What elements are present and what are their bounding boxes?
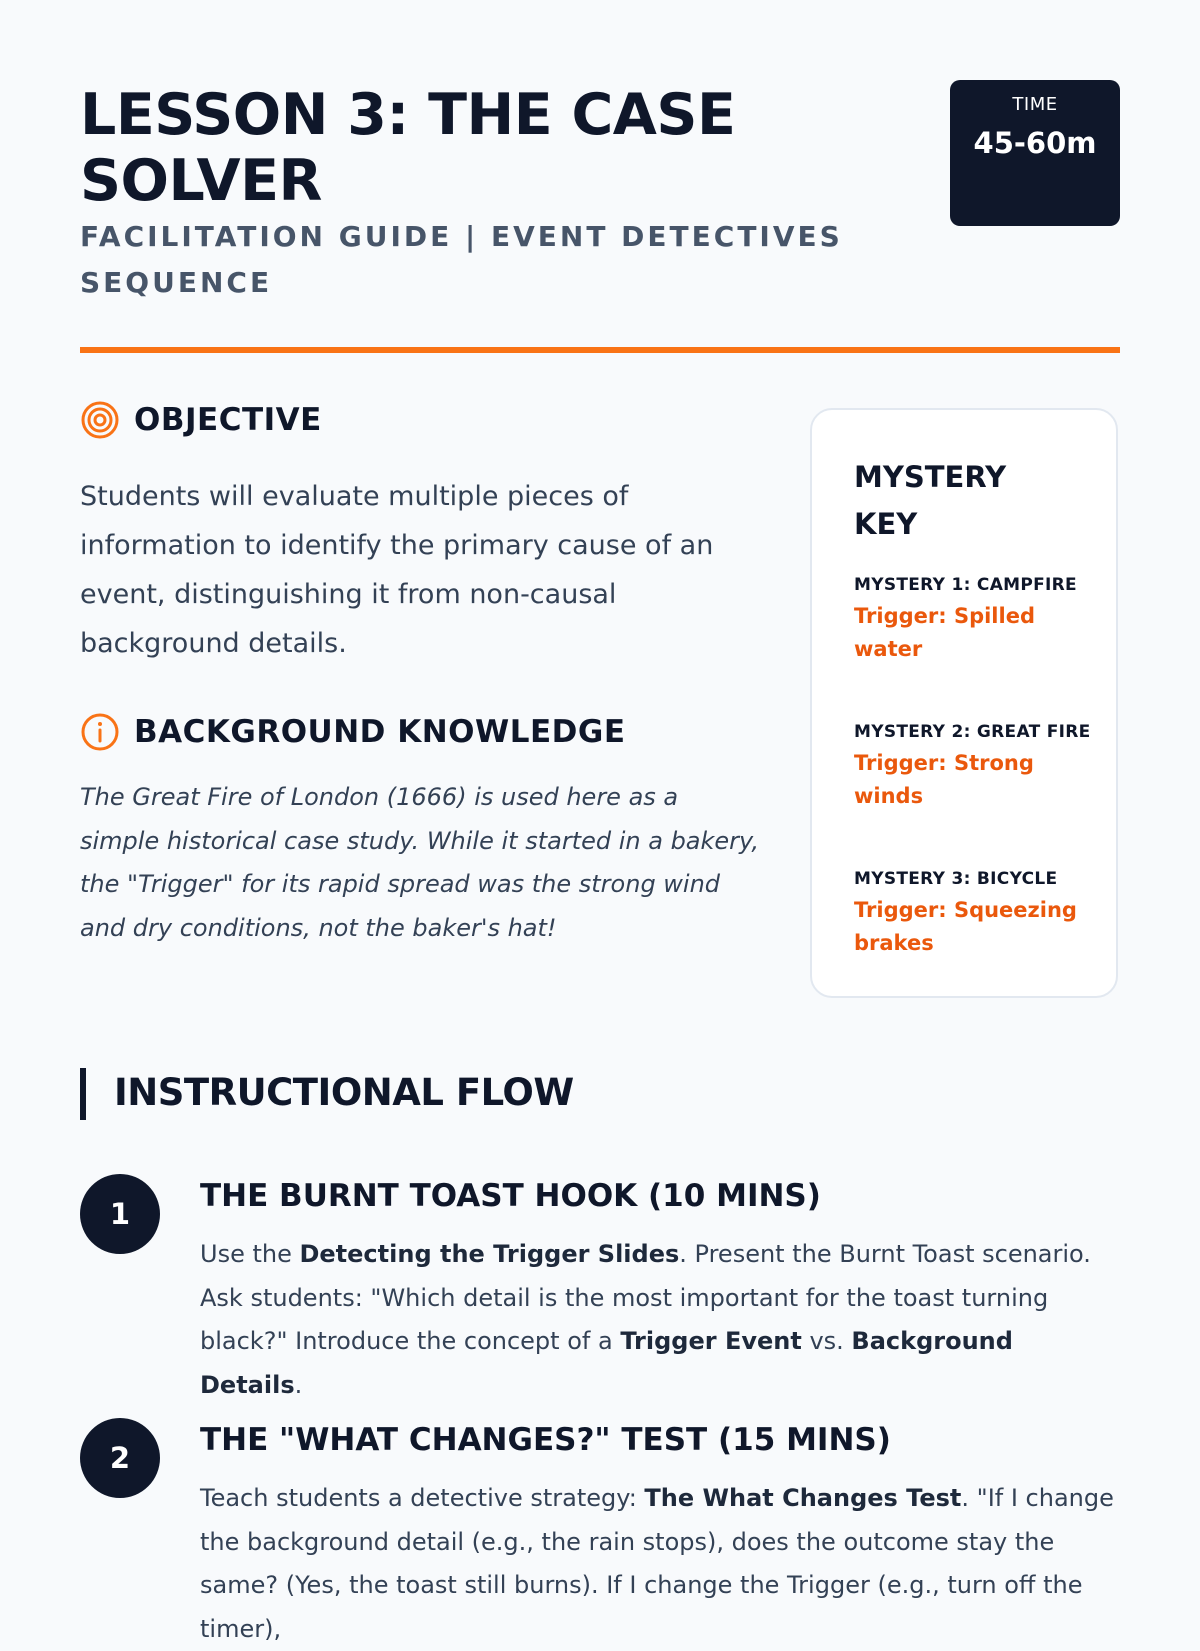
step-title: THE "WHAT CHANGES?" TEST (15 MINS) (200, 1422, 891, 1458)
time-badge (950, 80, 1120, 226)
mystery-item (854, 719, 1094, 813)
step-text-segment: vs. (801, 1327, 852, 1355)
background-heading-row (80, 712, 626, 752)
background-text: The Great Fire of London (1666) is used here as a simple historical case study. While it started in a bakery, the "Trigger" for its rapid spread was the strong wind and dry conditions, not the baker's hat! (80, 783, 760, 942)
background-heading: BACKGROUND KNOWLEDGE (134, 714, 626, 750)
mystery-trigger: Trigger: Spilled water (854, 604, 1035, 661)
step-bold-segment: Trigger Event (620, 1327, 802, 1355)
mystery-item (854, 866, 1094, 960)
mystery-key-title: MYSTERY KEY (854, 460, 1007, 541)
step-text-segment: Use the (200, 1240, 300, 1268)
flow-heading-bar (80, 1068, 86, 1120)
step-text-segment: Teach students a detective strategy: (200, 1484, 645, 1512)
step-bold-segment: The What Changes Test (644, 1484, 962, 1512)
mystery-key-card (810, 408, 1118, 998)
mystery-item (854, 572, 1094, 666)
step-number-badge: 1 (80, 1174, 160, 1254)
mystery-trigger: Trigger: Squeezing brakes (854, 898, 1077, 955)
target-icon (80, 400, 120, 440)
step-bold-segment: Background Details (200, 1327, 1013, 1399)
step-title: THE BURNT TOAST HOOK (10 MINS) (200, 1178, 821, 1214)
step-text-segment: . Present the Burnt Toast scenario. Ask students: "Which detail is the most important for the toast turning black?" Introduce the concept of a (200, 1240, 1091, 1355)
header-divider (80, 347, 1120, 353)
step-text-segment: . "If I change the background detail (e.g., the rain stops), does the outcome stay the same? (Yes, the toast still burns). If I change the Trigger (e.g., turn off the timer), (200, 1484, 1114, 1643)
step-number-badge: 2 (80, 1418, 160, 1498)
page-subtitle: FACILITATION GUIDE | EVENT DETECTIVES SEQUENCE (80, 220, 843, 299)
step-bold-segment: Detecting the Trigger Slides (299, 1240, 680, 1268)
flow-heading: INSTRUCTIONAL FLOW (114, 1071, 574, 1114)
objective-heading-row (80, 400, 322, 440)
page-title: LESSON 3: THE CASE SOLVER (80, 82, 736, 214)
info-icon (80, 712, 120, 752)
time-value: 45-60m (973, 126, 1097, 160)
objective-text: Students will evaluate multiple pieces of information to identify the primary cause of an event, distinguishing it from non-causal background details. (80, 481, 714, 659)
objective-heading: OBJECTIVE (134, 402, 322, 438)
mystery-name: MYSTERY 3: BICYCLE (854, 869, 1058, 889)
mystery-name: MYSTERY 1: CAMPFIRE (854, 575, 1077, 595)
step-description (200, 1233, 1120, 1407)
mystery-trigger: Trigger: Strong winds (854, 751, 1034, 808)
step-text-segment: . (294, 1370, 303, 1399)
mystery-name: MYSTERY 2: GREAT FIRE (854, 722, 1091, 742)
step-description (200, 1477, 1120, 1651)
time-label: TIME (1012, 94, 1058, 115)
